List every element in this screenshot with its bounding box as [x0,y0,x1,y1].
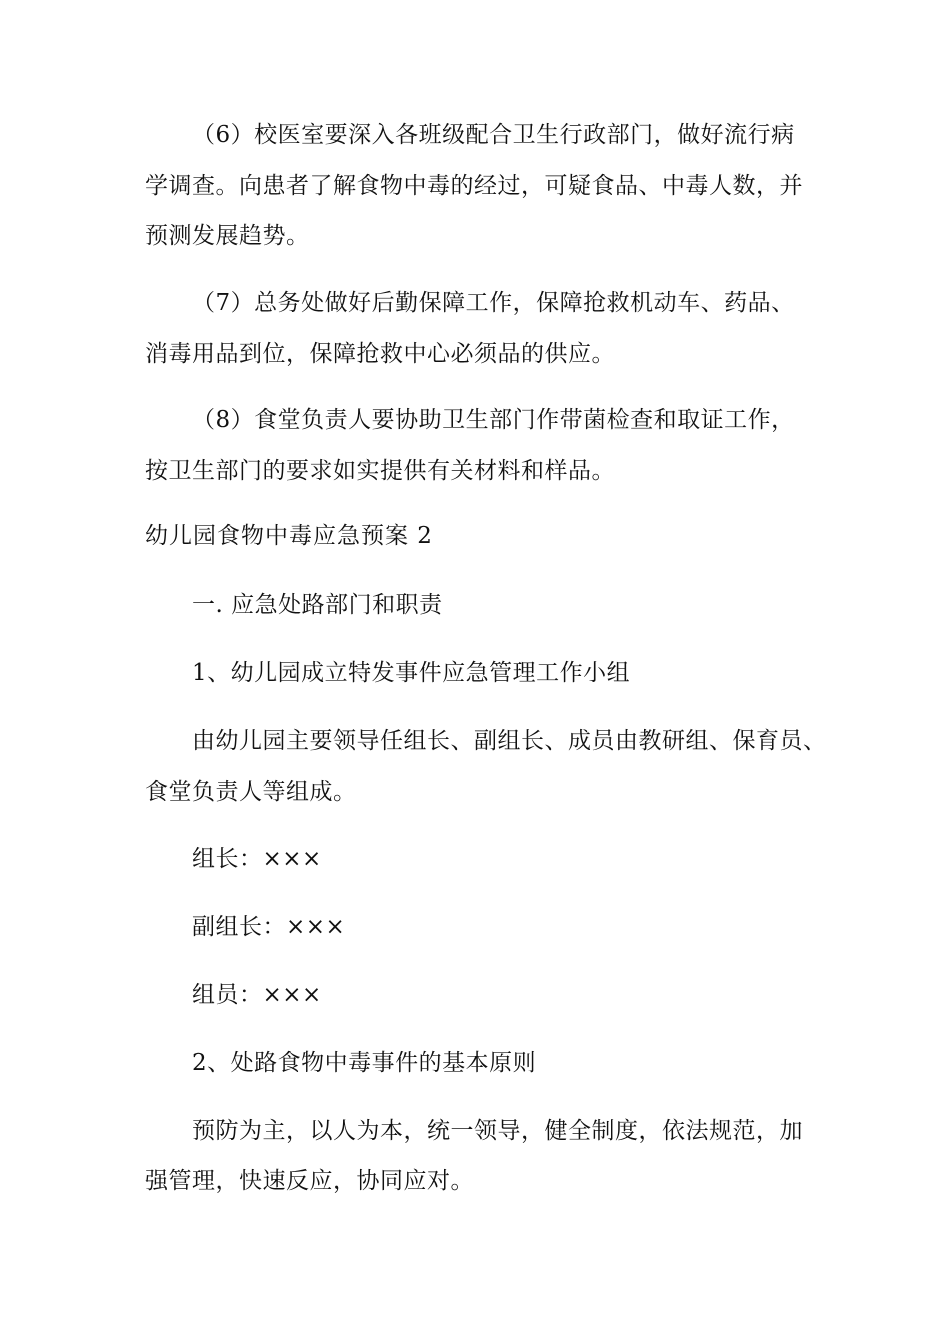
paragraph-2-line-2: 消毒用品到位，保障抢救中心必须品的供应。 [145,341,615,367]
paragraph-1-line-3: 预测发展趋势。 [145,223,310,249]
list-item-2: 2、处路食物中毒事件的基本原则 [192,1050,537,1076]
role-deputy-leader: 副组长：××× [192,914,346,940]
paragraph-5-line-2: 强管理，快速反应，协同应对。 [145,1168,474,1194]
paragraph-4-line-1: 由幼儿园主要领导任组长、副组长、成员由教研组、保育员、 [192,728,827,754]
paragraph-3-line-1: （8）食堂负责人要协助卫生部门作带菌检查和取证工作， [192,407,795,433]
paragraph-4-line-2: 食堂负责人等组成。 [145,779,357,805]
paragraph-5-line-1: 预防为主，以人为本，统一领导，健全制度，依法规范，加 [192,1118,803,1144]
paragraph-2-line-1: （7）总务处做好后勤保障工作，保障抢救机动车、药品、 [192,290,795,316]
role-member: 组员：××× [192,982,322,1008]
role-leader: 组长：××× [192,846,322,872]
list-item-1: 1、幼儿园成立特发事件应急管理工作小组 [192,660,631,686]
section-heading: 幼儿园食物中毒应急预案 2 [145,523,433,549]
subsection-heading-1: 一. 应急处路部门和职责 [192,592,443,618]
paragraph-3-line-2: 按卫生部门的要求如实提供有关材料和样品。 [145,458,615,484]
paragraph-1-line-1: （6）校医室要深入各班级配合卫生行政部门，做好流行病 [192,122,795,148]
paragraph-1-line-2: 学调查。向患者了解食物中毒的经过，可疑食品、中毒人数，并 [145,173,803,199]
